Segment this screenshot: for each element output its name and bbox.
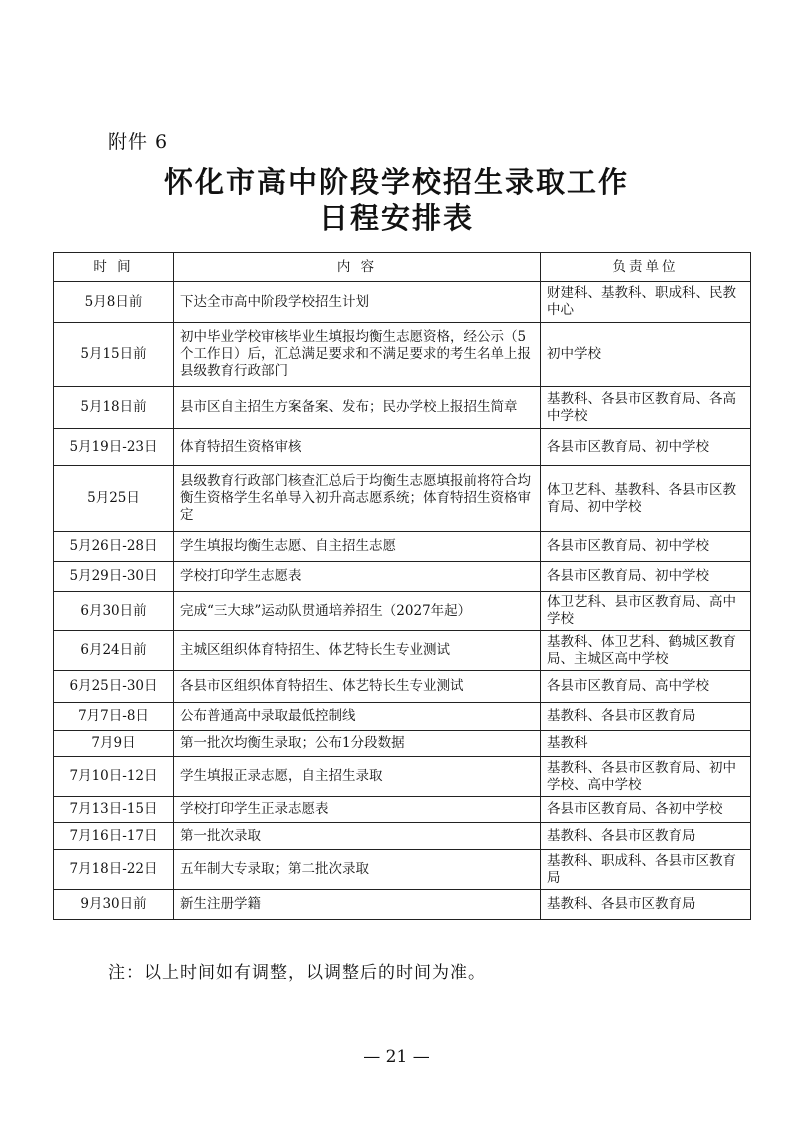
row-unit: 各县市区教育局、初中学校 [541,532,751,562]
row-unit: 基教科、各县市区教育局 [541,823,751,850]
row-unit: 各县市区教育局、初中学校 [541,429,751,466]
page-number: — 21 — [363,1047,430,1067]
row-unit: 各县市区教育局、初中学校 [541,562,751,592]
row-content: 学生填报均衡生志愿、自主招生志愿 [174,532,541,562]
row-content: 主城区组织体育特招生、体艺特长生专业测试 [174,631,541,671]
row-unit: 体卫艺科、县市区教育局、高中学校 [541,592,751,631]
row-time: 7月13日-15日 [54,797,174,823]
row-content: 完成“三大球”运动队贯通培养招生（2027年起） [174,592,541,631]
row-time: 6月24日前 [54,631,174,671]
row-time: 5月8日前 [54,282,174,323]
row-time: 6月25日-30日 [54,671,174,703]
row-content: 第一批次均衡生录取；公布1分段数据 [174,731,541,757]
row-time: 7月10日-12日 [54,757,174,797]
row-time: 5月15日前 [54,323,174,387]
row-content: 体育特招生资格审核 [174,429,541,466]
row-content: 学生填报正录志愿，自主招生录取 [174,757,541,797]
table-header-row [54,253,751,282]
row-time: 5月29日-30日 [54,562,174,592]
table-row [54,671,751,703]
row-unit: 基教科、各县市区教育局 [541,890,751,920]
row-time: 6月30日前 [54,592,174,631]
row-unit: 财建科、基教科、职成科、民教中心 [541,282,751,323]
row-content: 学校打印学生正录志愿表 [174,797,541,823]
row-time: 7月16日-17日 [54,823,174,850]
row-time: 7月9日 [54,731,174,757]
table-row [54,703,751,731]
row-unit: 体卫艺科、基教科、各县市区教育局、初中学校 [541,466,751,532]
row-content: 各县市区组织体育特招生、体艺特长生专业测试 [174,671,541,703]
row-time: 5月18日前 [54,387,174,429]
table-row [54,562,751,592]
table-row [54,850,751,890]
row-content: 下达全市高中阶段学校招生计划 [174,282,541,323]
row-unit: 基教科、体卫艺科、鹤城区教育局、主城区高中学校 [541,631,751,671]
table-row [54,387,751,429]
row-unit: 基教科 [541,731,751,757]
table-row [54,631,751,671]
header-content: 内 容 [174,253,541,282]
row-unit: 基教科、职成科、各县市区教育局 [541,850,751,890]
schedule-table [53,252,751,920]
row-unit: 基教科、各县市区教育局 [541,703,751,731]
table-row [54,890,751,920]
row-content: 县市区自主招生方案备案、发布；民办学校上报招生简章 [174,387,541,429]
document-subtitle: 日程安排表 [318,201,474,235]
row-content: 第一批次录取 [174,823,541,850]
table-row [54,592,751,631]
row-unit: 各县市区教育局、各初中学校 [541,797,751,823]
row-content: 初中毕业学校审核毕业生填报均衡生志愿资格，经公示（5个工作日）后，汇总满足要求和不满足要求的考生名单上报县级教育行政部门 [174,323,541,387]
document-title: 怀化市高中阶段学校招生录取工作 [163,165,629,199]
table-row [54,466,751,532]
row-time: 5月26日-28日 [54,532,174,562]
table-row [54,731,751,757]
row-content: 学校打印学生志愿表 [174,562,541,592]
row-content: 五年制大专录取；第二批次录取 [174,850,541,890]
row-content: 公布普通高中录取最低控制线 [174,703,541,731]
table-row [54,757,751,797]
header-unit: 负责单位 [541,253,751,282]
table-row [54,532,751,562]
footnote: 注：以上时间如有调整，以调整后的时间为准。 [108,963,486,983]
table-row [54,823,751,850]
row-unit: 基教科、各县市区教育局、各高中学校 [541,387,751,429]
table-row [54,797,751,823]
attachment-label: 附件 6 [108,131,169,153]
row-content: 新生注册学籍 [174,890,541,920]
row-time: 7月18日-22日 [54,850,174,890]
row-time: 9月30日前 [54,890,174,920]
row-unit: 各县市区教育局、高中学校 [541,671,751,703]
row-time: 5月19日-23日 [54,429,174,466]
row-time: 7月7日-8日 [54,703,174,731]
table-row [54,429,751,466]
row-time: 5月25日 [54,466,174,532]
table-row [54,282,751,323]
row-unit: 初中学校 [541,323,751,387]
row-unit: 基教科、各县市区教育局、初中学校、高中学校 [541,757,751,797]
row-content: 县级教育行政部门核查汇总后于均衡生志愿填报前将符合均衡生资格学生名单导入初升高志愿系统；体育特招生资格审定 [174,466,541,532]
header-time: 时 间 [54,253,174,282]
table-row [54,323,751,387]
